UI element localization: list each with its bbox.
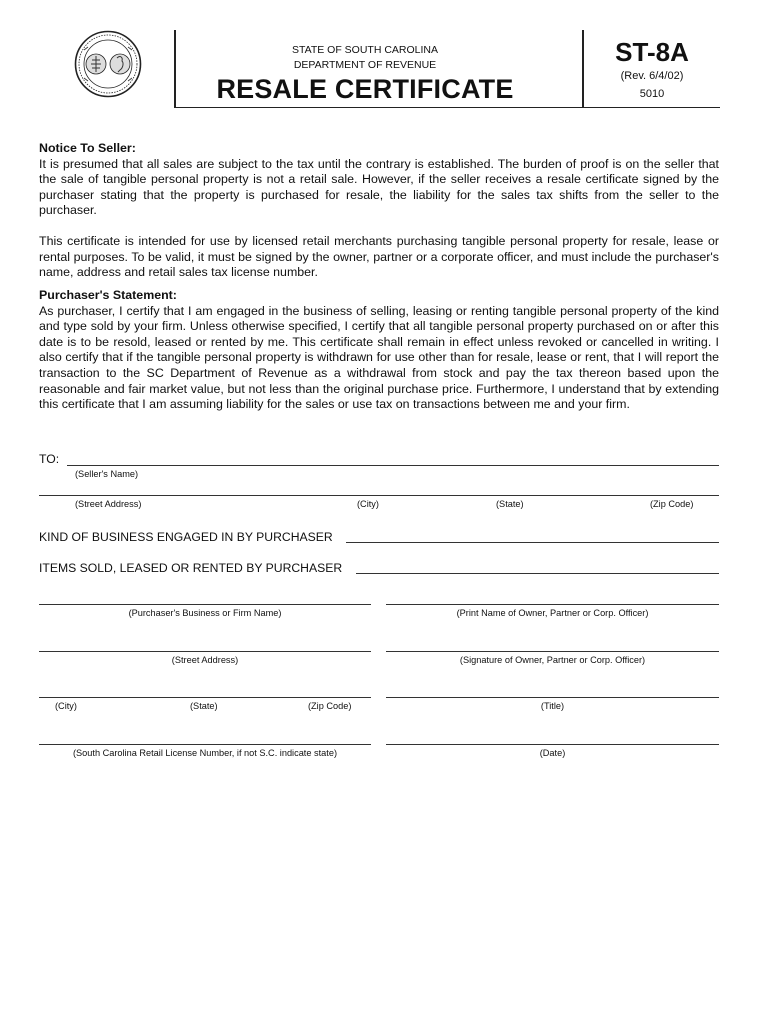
title-line[interactable] bbox=[386, 697, 719, 698]
header-underline bbox=[174, 107, 720, 108]
date-line[interactable] bbox=[386, 744, 719, 745]
items-sold-label: ITEMS SOLD, LEASED OR RENTED BY PURCHASER bbox=[39, 561, 343, 575]
purchaser-license-line[interactable] bbox=[39, 744, 371, 745]
seller-city-caption: (City) bbox=[357, 499, 379, 509]
department-name: DEPARTMENT OF REVENUE bbox=[293, 59, 437, 71]
form-revision: (Rev. 6/4/02) bbox=[620, 70, 684, 82]
title-caption: (Title) bbox=[540, 701, 565, 711]
items-sold-line[interactable] bbox=[356, 573, 719, 574]
purchaser-firm-caption: (Purchaser's Business or Firm Name) bbox=[128, 608, 282, 618]
notice-paragraph-2: This certificate is intended for use by licensed retail merchants purchasing tangible personal property for resale, lease or rental purposes. To be valid, it must be signed by the owner, partner or a corporate officer, and must include the purchaser's name, address and retail sales tax license number. bbox=[39, 233, 719, 280]
statement-heading: Purchaser's Statement: bbox=[39, 288, 177, 302]
signature-line[interactable] bbox=[386, 651, 719, 652]
purchaser-street-caption: (Street Address) bbox=[171, 655, 239, 665]
notice-heading: Notice To Seller: bbox=[39, 141, 136, 155]
print-name-caption: (Print Name of Owner, Partner or Corp. Officer) bbox=[456, 608, 649, 618]
seller-name-line[interactable] bbox=[67, 465, 719, 466]
purchaser-state-caption: (State) bbox=[190, 701, 218, 711]
state-seal-icon bbox=[74, 30, 142, 98]
purchaser-firm-line[interactable] bbox=[39, 604, 371, 605]
form-number: ST-8A bbox=[615, 37, 689, 67]
seller-state-caption: (State) bbox=[496, 499, 524, 509]
purchaser-street-line[interactable] bbox=[39, 651, 371, 652]
purchaser-license-caption: (South Carolina Retail License Number, if not S.C. indicate state) bbox=[72, 748, 337, 758]
notice-section bbox=[39, 141, 719, 281]
business-kind-line[interactable] bbox=[346, 542, 719, 543]
purchaser-city-caption: (City) bbox=[55, 701, 77, 711]
seller-name-caption: (Seller's Name) bbox=[75, 469, 139, 479]
signature-caption: (Signature of Owner, Partner or Corp. Officer) bbox=[459, 655, 646, 665]
seller-zip-caption: (Zip Code) bbox=[650, 499, 694, 509]
to-label: TO: bbox=[39, 452, 60, 466]
statement-paragraph: As purchaser, I certify that I am engaged in the business of selling, leasing or renting tangible personal property of the kind and type sold by your firm. Unless otherwise specified, I certify that all tangible personal property purchased on or after this date is to be resold, leased or rented by me. This certificate shall remain in effect unless revoked or cancelled in writing. I also certify that if the tangible personal property is withdrawn for use other than for resale, lease or rent, that I will report the transaction to the SC Department of Revenue as a withdrawal from stock and pay the tax thereon based upon the reasonable and fair market value, but not less than the original purchase price. Furthermore, I understand that by extending this certificate that I am assuming liability for the sales or use tax on transactions between me and your firm. bbox=[39, 303, 719, 412]
statement-section bbox=[39, 288, 719, 413]
page-title: RESALE CERTIFICATE bbox=[216, 74, 514, 104]
date-caption: (Date) bbox=[539, 748, 566, 758]
print-name-line[interactable] bbox=[386, 604, 719, 605]
purchaser-zip-caption: (Zip Code) bbox=[308, 701, 352, 711]
notice-paragraph-1: It is presumed that all sales are subject to the tax until the contrary is established. The burden of proof is on the seller that the sale of tangible personal property is not a retail sale. However, if the seller receives a resale certificate signed by the purchaser stating that the property is purchased for resale, the liability for the sales tax shifts from the seller to the purchaser. bbox=[39, 156, 719, 218]
seller-address-line[interactable] bbox=[39, 495, 719, 496]
business-kind-label: KIND OF BUSINESS ENGAGED IN BY PURCHASER bbox=[39, 530, 333, 544]
purchaser-city-line[interactable] bbox=[39, 697, 371, 698]
seller-street-caption: (Street Address) bbox=[75, 499, 142, 509]
state-name: STATE OF SOUTH CAROLINA bbox=[291, 44, 439, 56]
form-code: 5010 bbox=[639, 88, 665, 100]
